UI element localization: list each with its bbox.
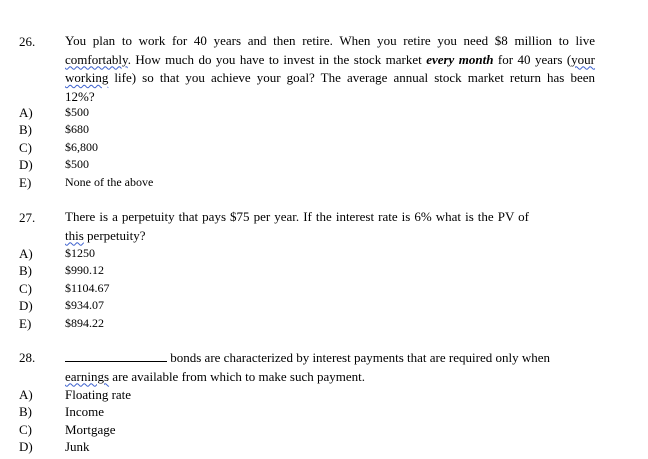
question-number: 26. [19, 34, 36, 49]
option-letter: A) [19, 105, 33, 120]
option-text: Income [65, 404, 104, 419]
option-letter: A) [19, 246, 33, 261]
question-line: 12%? [65, 88, 95, 104]
question-line: You plan to work for 40 years and then retire. When you retire you need $8 million to live [65, 33, 595, 48]
option-text: $1104.67 [65, 281, 110, 295]
text-run: bonds are characterized by interest payments that are required only when [167, 350, 550, 365]
option-letter: D) [19, 439, 33, 454]
question-line [65, 51, 595, 70]
question-number: 28. [19, 350, 36, 365]
text-run: perpetuity? [83, 227, 146, 243]
option-letter: B) [19, 404, 32, 419]
answer-blank [65, 350, 167, 362]
flagged-word: working [65, 70, 109, 85]
option-text: $894.22 [65, 316, 104, 330]
question-line [65, 69, 595, 88]
flagged-word: your [571, 51, 596, 67]
option-text: $680 [65, 122, 89, 136]
flagged-word: earnings [65, 368, 110, 384]
question-number: 27. [19, 210, 36, 225]
text-run: . How much do you have to invest in the stock market [127, 51, 427, 67]
question-line: There is a perpetuity that pays $75 per year. If the interest rate is 6% what is the PV of [65, 209, 529, 224]
flagged-word: this [65, 227, 84, 243]
option-letter: B) [19, 122, 32, 137]
option-text: None of the above [65, 175, 154, 189]
question-text [65, 32, 595, 106]
option-letter: A) [19, 387, 33, 402]
option-text: Junk [65, 439, 90, 454]
option-letter: C) [19, 140, 32, 155]
flagged-word: comfortably [65, 51, 128, 67]
option-text: $500 [65, 157, 89, 171]
question-text [65, 208, 529, 245]
option-letter: E) [19, 175, 32, 190]
emphasis-text: every month [426, 51, 494, 67]
text-run: life) so that you achieve your goal? The average annual stock market return has been [108, 70, 595, 85]
option-text: $934.07 [65, 298, 104, 312]
option-text: $6,800 [65, 140, 98, 154]
option-letter: D) [19, 157, 33, 172]
option-text: Mortgage [65, 422, 116, 437]
option-text: $500 [65, 105, 89, 119]
question-line [65, 368, 559, 387]
option-text: $990.12 [65, 263, 104, 277]
option-text: $1250 [65, 246, 95, 260]
text-run: are available from which to make such payment. [109, 368, 365, 384]
option-text: Floating rate [65, 387, 132, 402]
question-text [65, 349, 559, 386]
question-line [65, 349, 559, 368]
option-letter: C) [19, 281, 32, 296]
question-line [65, 227, 529, 246]
option-letter: D) [19, 298, 33, 313]
option-letter: E) [19, 316, 32, 331]
text-run: for 40 years ( [493, 51, 572, 67]
option-letter: B) [19, 263, 32, 278]
option-letter: C) [19, 422, 32, 437]
